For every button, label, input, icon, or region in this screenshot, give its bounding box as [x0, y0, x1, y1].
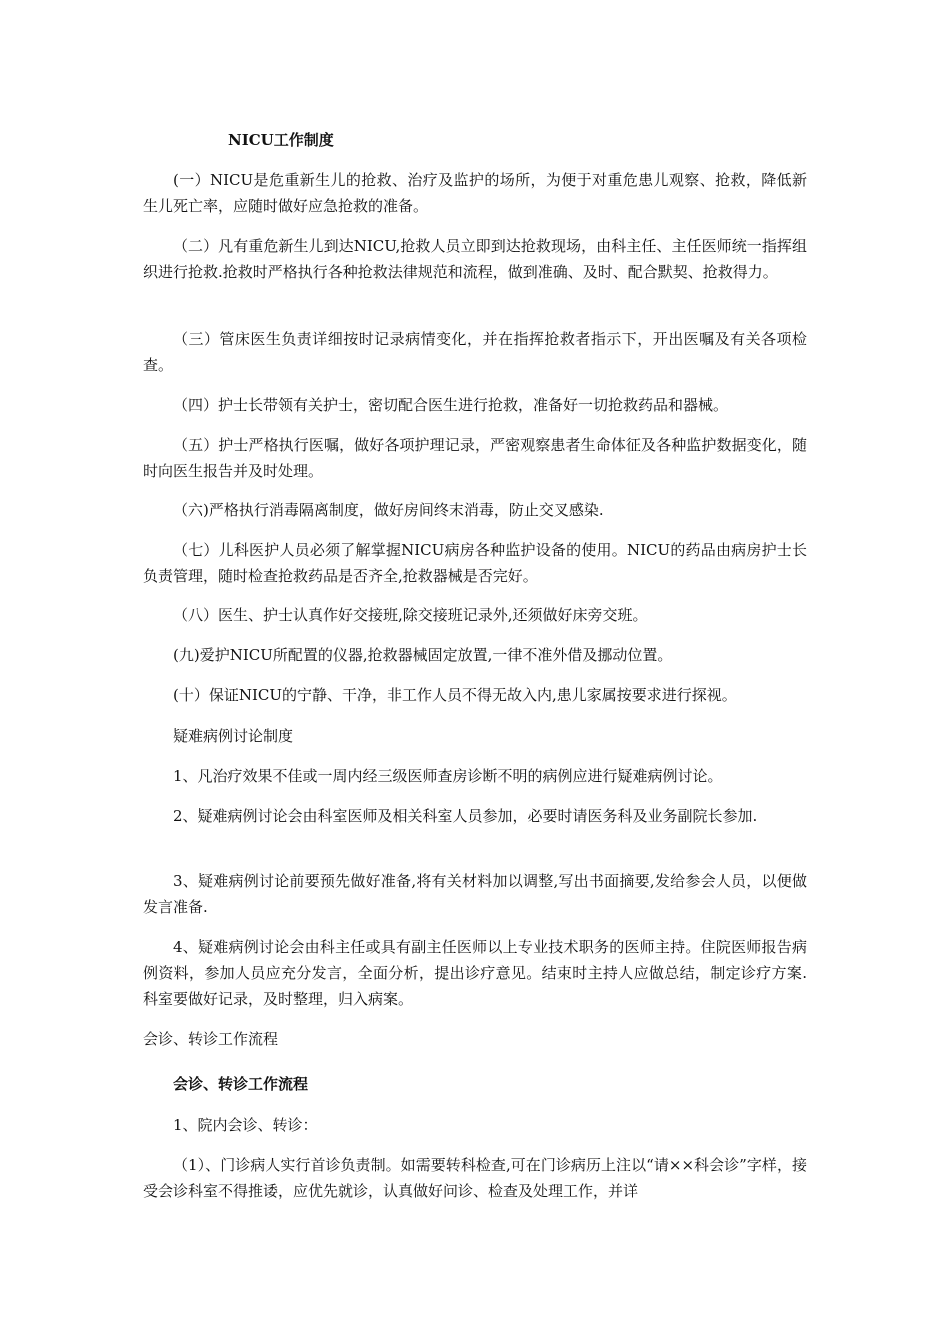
nicu-paragraph-6: （六)严格执行消毒隔离制度，做好房间终末消毒，防止交叉感染. — [173, 501, 604, 519]
nicu-paragraph-4: （四）护士长带领有关护士，密切配合医生进行抢救，准备好一切抢救药品和器械。 — [173, 396, 729, 414]
difficult-paragraph-2: 2、疑难病例讨论会由科室医师及相关科室人员参加，必要时请医务科及业务副院长参加. — [173, 807, 758, 825]
consult-heading: 会诊、转诊工作流程 — [143, 1030, 279, 1048]
consult-paragraph-2: （1）、门诊病人实行首诊负责制。如需要转科检查,可在门诊病历上注以“请××科会诊”字样，接受会诊科室不得推诿，应优先就诊，认真做好问诊、检查及处理工作，并详 — [143, 1156, 807, 1200]
nicu-paragraph-7: （七）儿科医护人员必须了解掌握NICU病房各种监护设备的使用。NICU的药品由病房护士长负责管理，随时检查抢救药品是否齐全,抢救器械是否完好。 — [143, 541, 807, 585]
consult-paragraph-1: 1、院内会诊、转诊： — [173, 1116, 318, 1134]
nicu-paragraph-2: （二）凡有重危新生儿到达NICU,抢救人员立即到达抢救现场，由科主任、主任医师统一指挥组织进行抢救.抢救时严格执行各种抢救法律规范和流程，做到准确、及时、配合默契、抢救得力。 — [143, 237, 807, 281]
difficult-paragraph-3: 3、疑难病例讨论前要预先做好准备,将有关材料加以调整,写出书面摘要,发给参会人员，以便做发言准备. — [143, 872, 807, 916]
consult-title: 会诊、转诊工作流程 — [173, 1075, 309, 1093]
nicu-paragraph-10: (十）保证NICU的宁静、干净，非工作人员不得无故入内,患儿家属按要求进行探视。 — [173, 686, 737, 704]
nicu-paragraph-3: （三）管床医生负责详细按时记录病情变化，并在指挥抢救者指示下，开出医嘱及有关各项检查。 — [143, 330, 807, 374]
nicu-paragraph-8: （八）医生、护士认真作好交接班,除交接班记录外,还须做好床旁交班。 — [173, 606, 648, 624]
difficult-paragraph-1: 1、凡治疗效果不佳或一周内经三级医师查房诊断不明的病例应进行疑难病例讨论。 — [173, 767, 723, 785]
nicu-paragraph-9: (九)爱护NICU所配置的仪器,抢救器械固定放置,一律不准外借及挪动位置。 — [173, 646, 673, 664]
nicu-paragraph-1: (一）NICU是危重新生儿的抢救、治疗及监护的场所，为便于对重危患儿观察、抢救，降低新生儿死亡率，应随时做好应急抢救的准备。 — [143, 171, 807, 215]
difficult-paragraph-4: 4、疑难病例讨论会由科主任或具有副主任医师以上专业技术职务的医师主持。住院医师报告病例资料，参加人员应充分发言，全面分析，提出诊疗意见。结束时主持人应做总结，制定诊疗方案.科室要做好记录，及时整理，归入病案。 — [143, 938, 807, 1008]
nicu-paragraph-5: （五）护士严格执行医嘱，做好各项护理记录，严密观察患者生命体征及各种监护数据变化，随时向医生报告并及时处理。 — [143, 436, 807, 480]
nicu-title: NICU工作制度 — [228, 131, 334, 149]
difficult-case-title: 疑难病例讨论制度 — [173, 727, 294, 745]
